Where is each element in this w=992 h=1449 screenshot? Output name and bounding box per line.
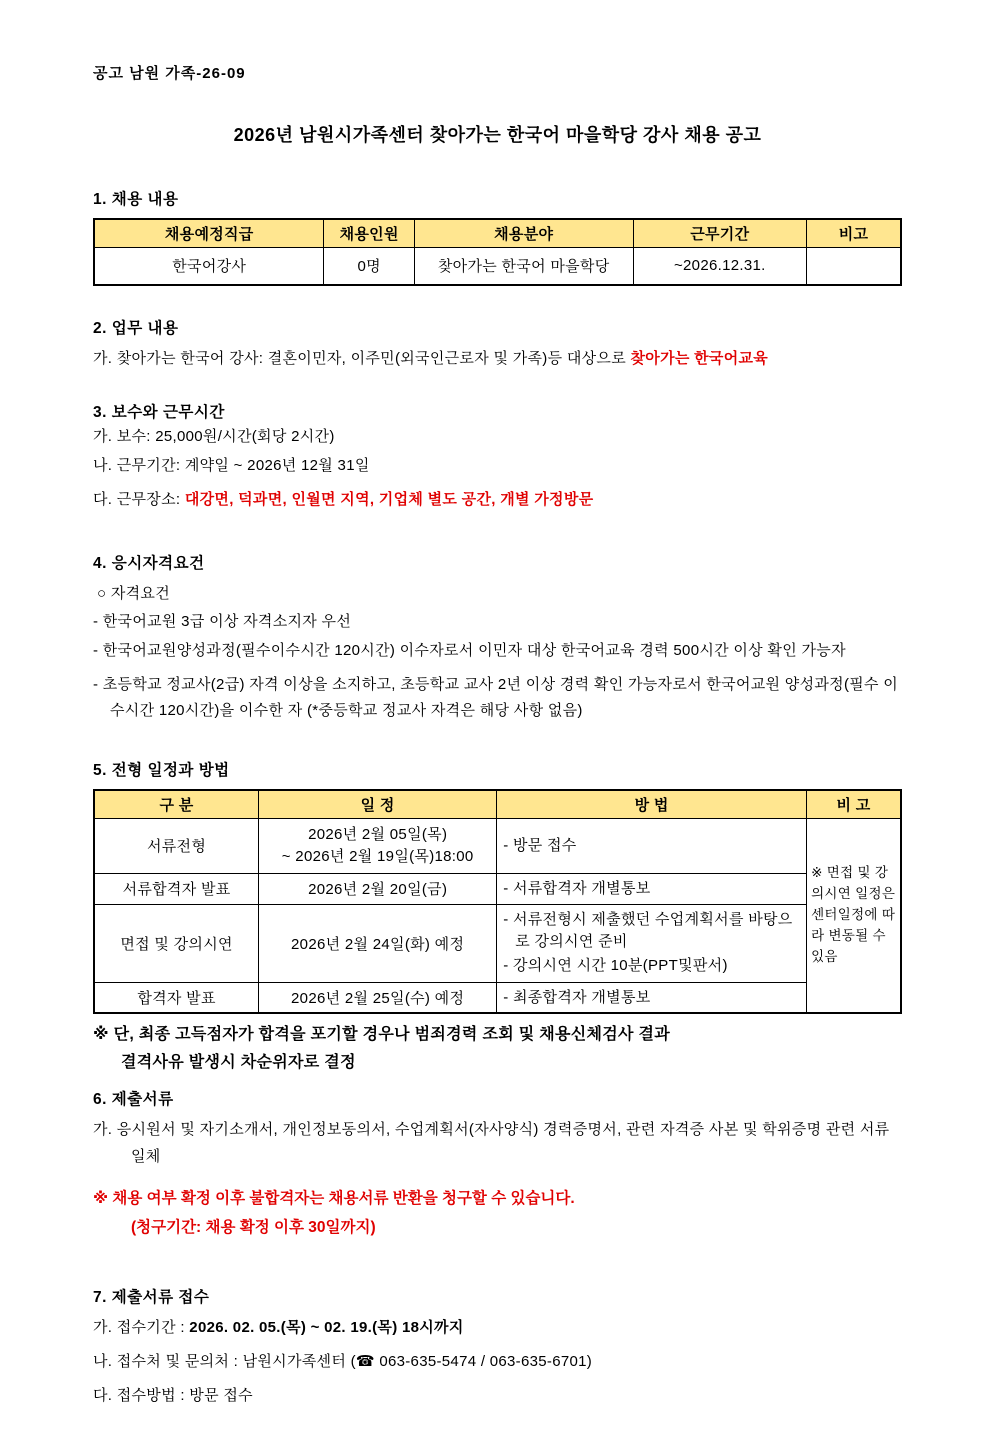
section-3-item-c-text: 다. 근무장소:	[93, 490, 185, 508]
schedule-line-2: ~ 2026년 2월 19일(목)18:00	[281, 847, 474, 865]
schedule-line-1: 2026년 2월 05일(목)	[308, 826, 448, 843]
recruitment-table-header-row	[94, 219, 901, 247]
section-7-item-b: 나. 접수처 및 문의처 : 남원시가족센터 (☎ 063-635-5474 / 063-635-6701)	[93, 1352, 593, 1370]
col-header-method: 방 법	[497, 790, 807, 818]
section-4-heading: 4. 응시자격요건	[93, 555, 205, 572]
doc-number: 공고 남원 가족-26-09	[93, 65, 246, 82]
col-header-note: 비 고	[807, 790, 901, 818]
section-4-bullet-3: - 초등학교 정교사(2급) 자격 이상을 소지하고, 초등학교 교사 2년 이상 경력 확인 가능자로서 한국어교원 양성과정(필수 이수시간 120시간)을 이수한 자 (*중등학교 정교사 자격은 해당 사항 없음)	[93, 675, 899, 719]
section-6-red-note-line-2: (청구기간: 채용 확정 이후 30일까지)	[131, 1219, 376, 1237]
schedule-footnote-line-1: ※ 단, 최종 고득점자가 합격을 포기할 경우나 범죄경력 조회 및 채용신체검사 결과	[93, 1026, 670, 1044]
schedule-row-final-announcement	[94, 982, 901, 1013]
section-7-item-a-period: 2026. 02. 05.(목) ~ 02. 19.(목) 18시까지	[189, 1318, 464, 1336]
section-4-subheading: ○ 자격요건	[97, 585, 170, 602]
section-3-item-c-highlight: 대강면, 덕과면, 인월면 지역, 기업체 별도 공간, 개별 가정방문	[184, 490, 594, 508]
schedule-table	[93, 789, 902, 1014]
cell-period: ~2026.12.31.	[633, 247, 807, 285]
section-7-item-c: 다. 접수방법 : 방문 접수	[93, 1387, 253, 1405]
section-3-item-a: 가. 보수: 25,000원/시간(회당 2시간)	[93, 428, 335, 446]
cell-field: 찾아가는 한국어 마을학당	[414, 247, 633, 285]
section-4-bullet-1: - 한국어교원 3급 이상 자격소지자 우선	[93, 613, 352, 631]
section-7-item-a	[93, 1315, 902, 1341]
schedule-row-interview-demo	[94, 904, 901, 982]
cell-stage-method	[497, 904, 807, 982]
section-7-heading: 7. 제출서류 접수	[93, 1288, 210, 1306]
recruitment-table-row	[94, 247, 901, 285]
section-2-item-a-highlight: 찾아가는 한국어교육	[630, 350, 769, 367]
section-6-red-note-line-1: ※ 채용 여부 확정 이후 불합격자는 채용서류 반환을 청구할 수 있습니다.	[93, 1189, 575, 1207]
section-2-heading: 2. 업무 내용	[93, 320, 179, 337]
schedule-row-document-screening	[94, 818, 901, 873]
recruitment-table	[93, 218, 902, 286]
cell-stage-label: 면접 및 강의시연	[94, 904, 259, 982]
schedule-row-document-pass-announcement	[94, 873, 901, 904]
section-2-item-a	[93, 346, 902, 372]
method-line-1: - 서류전형시 제출했던 수업계획서를 바탕으로 강의시연 준비	[503, 911, 793, 951]
cell-stage-method	[497, 818, 807, 873]
section-3-item-c	[93, 487, 902, 513]
col-header-headcount: 채용인원	[324, 219, 414, 247]
section-1-heading: 1. 채용 내용	[93, 191, 179, 208]
section-6-red-note	[93, 1184, 902, 1243]
section-4-bullet-2: - 한국어교원양성과정(필수이수시간 120시간) 이수자로서 이민자 대상 한국어교육 경력 500시간 이상 확인 가능자	[93, 641, 846, 659]
schedule-footnote	[93, 1021, 902, 1077]
page-title: 2026년 남원시가족센터 찾아가는 한국어 마을학당 강사 채용 공고	[233, 125, 762, 145]
cell-stage-method	[497, 982, 807, 1013]
cell-stage-schedule: 2026년 2월 20일(금)	[259, 873, 497, 904]
cell-stage-schedule: 2026년 2월 25일(수) 예정	[259, 982, 497, 1013]
cell-schedule-note: ※ 면접 및 강의시연 일정은 센터일정에 따라 변동될 수 있음	[807, 818, 901, 1013]
section-5-heading: 5. 전형 일정과 방법	[93, 762, 230, 780]
cell-stage-label: 서류합격자 발표	[94, 873, 259, 904]
col-header-schedule: 일 정	[259, 790, 497, 818]
col-header-field: 채용분야	[414, 219, 633, 247]
schedule-table-header-row	[94, 790, 901, 818]
cell-headcount: 0명	[324, 247, 414, 285]
schedule-footnote-line-2: 결격사유 발생시 차순위자로 결정	[121, 1054, 356, 1072]
cell-stage-schedule: 2026년 2월 24일(화) 예정	[259, 904, 497, 982]
section-7-item-a-text: 가. 접수기간 :	[93, 1318, 190, 1336]
cell-stage-label: 서류전형	[94, 818, 259, 873]
cell-stage-schedule	[259, 818, 497, 873]
col-header-category: 구 분	[94, 790, 259, 818]
method-line: - 최종합격자 개별통보	[503, 988, 651, 1006]
section-6-heading: 6. 제출서류	[93, 1091, 174, 1109]
col-header-position: 채용예정직급	[94, 219, 324, 247]
cell-position: 한국어강사	[94, 247, 324, 285]
section-2-item-a-text: 가. 찾아가는 한국어 강사: 결혼이민자, 이주민(외국인근로자 및 가족)등 대상으로	[93, 350, 631, 367]
method-line: - 방문 접수	[503, 836, 577, 854]
section-6-item-a: 가. 응시원서 및 자기소개서, 개인정보동의서, 수업계획서(자사양식) 경력증명서, 관련 자격증 사본 및 학위증명 관련 서류 일체	[93, 1121, 890, 1165]
cell-stage-label: 합격자 발표	[94, 982, 259, 1013]
section-3-item-b: 나. 근무기간: 계약일 ~ 2026년 12월 31일	[93, 456, 370, 474]
col-header-period: 근무기간	[633, 219, 807, 247]
cell-stage-method	[497, 873, 807, 904]
col-header-remarks: 비고	[807, 219, 901, 247]
method-line-2: - 강의시연 시간 10분(PPT및판서)	[503, 956, 728, 974]
method-line: - 서류합격자 개별통보	[503, 879, 651, 897]
cell-remarks	[807, 247, 901, 285]
section-3-heading: 3. 보수와 근무시간	[93, 404, 225, 422]
